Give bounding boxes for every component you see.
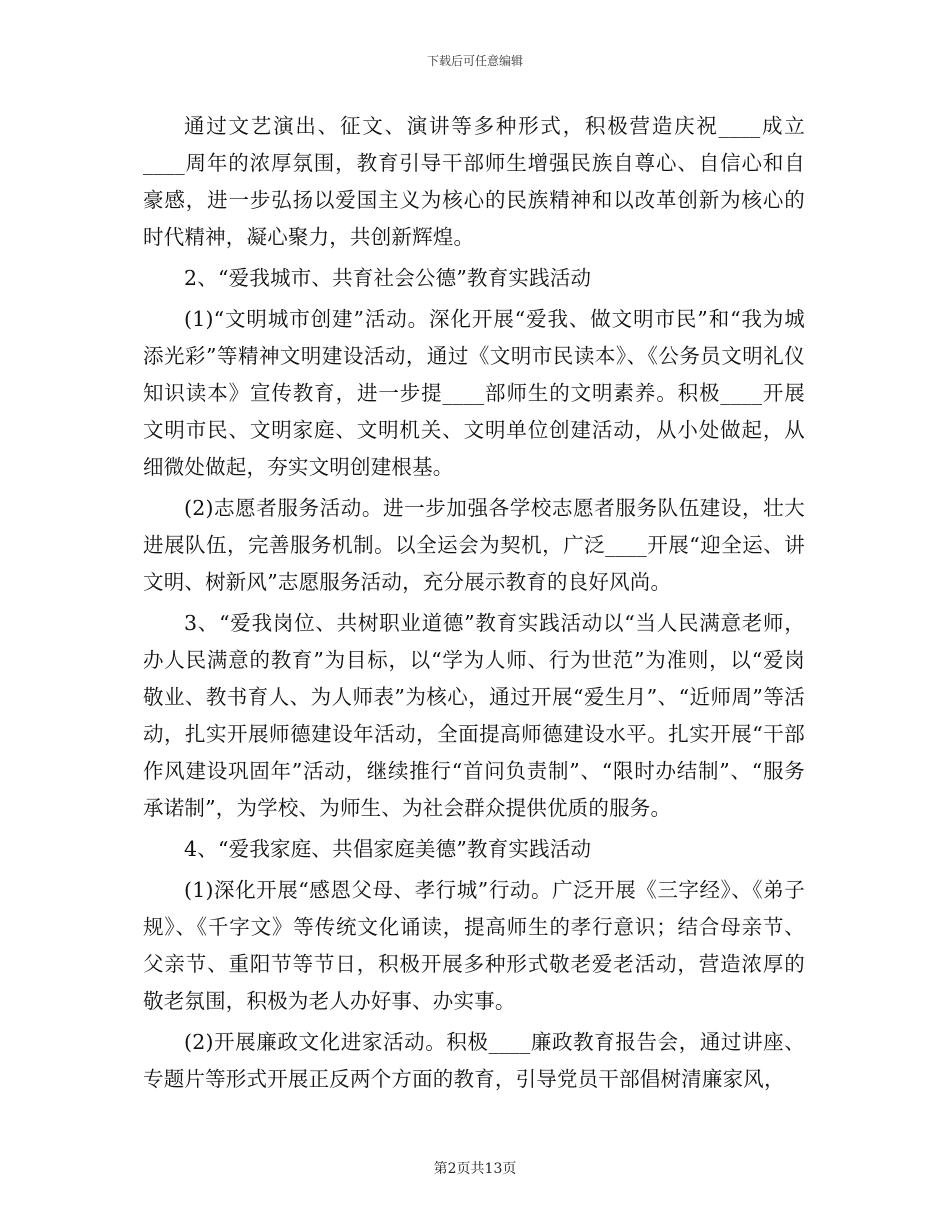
- paragraph-integrity-culture: (2)开展廉政文化进家活动。积极____廉政教育报告会，通过讲座、专题片等形式开展正反两个方面的教育，引导党员干部倡树清廉家风，: [143, 1030, 805, 1091]
- paragraph-civilized-city: (1)“文明城市创建”活动。深化开展“爱我、做文明市民”和“我为城添光彩”等精神文明建设活动，通过《文明市民读本》、《公务员文明礼仪知识读本》宣传教育，进一步提____部师生的文明素养。积极____开展文明市民、文明家庭、文明机关、文明单位创建活动，从小处做起，从细微处做起，夯实文明创建根基。: [143, 307, 805, 479]
- paragraph-professional-ethics: 3、“爱我岗位、共树职业道德”教育实践活动以“当人民满意老师，办人民满意的教育”为目标，以“学为人师、行为世范”为准则，以“爱岗敬业、教书育人、为人师表”为核心，通过开展“爱生月”、“近师周”等活动，扎实开展师德建设年活动，全面提高师德建设水平。扎实开展“干部作风建设巩固年”活动，继续推行“首问负责制”、“限时办结制”、“服务承诺制”，为学校、为师生、为社会群众提供优质的服务。: [143, 611, 805, 820]
- paragraph-celebration: 通过文艺演出、征文、演讲等多种形式，积极营造庆祝____成立____周年的浓厚氛围，教育引导干部师生增强民族自尊心、自信心和自豪感，进一步弘扬以爱国主义为核心的民族精神和以改革创新为核心的时代精神，凝心聚力，共创新辉煌。: [143, 114, 805, 249]
- paragraph-volunteer: (2)志愿者服务活动。进一步加强各学校志愿者服务队伍建设，壮大进展队伍，完善服务机制。以全运会为契机，广泛____开展“迎全运、讲文明、树新风”志愿服务活动，充分展示教育的良好风尚。: [143, 496, 805, 594]
- paragraph-filial-piety: (1)深化开展“感恩父母、孝行城”行动。广泛开展《三字经》、《弟子规》、《千字文》等传统文化诵读，提高师生的孝行意识；结合母亲节、父亲节、重阳节等节日，积极开展多种形式敬老爱老活动，营造浓厚的敬老氛围，积极为老人办好事、办实事。: [143, 878, 805, 1013]
- section-heading-family: 4、“爱我家庭、共倡家庭美德”教育实践活动: [184, 837, 592, 861]
- section-heading-city: 2、“爱我城市、共育社会公德”教育实践活动: [184, 266, 592, 290]
- document-body: [143, 108, 805, 1102]
- page-header-note: 下载后可任意编辑: [426, 54, 523, 68]
- page-number: 第2页共13页: [433, 1161, 517, 1177]
